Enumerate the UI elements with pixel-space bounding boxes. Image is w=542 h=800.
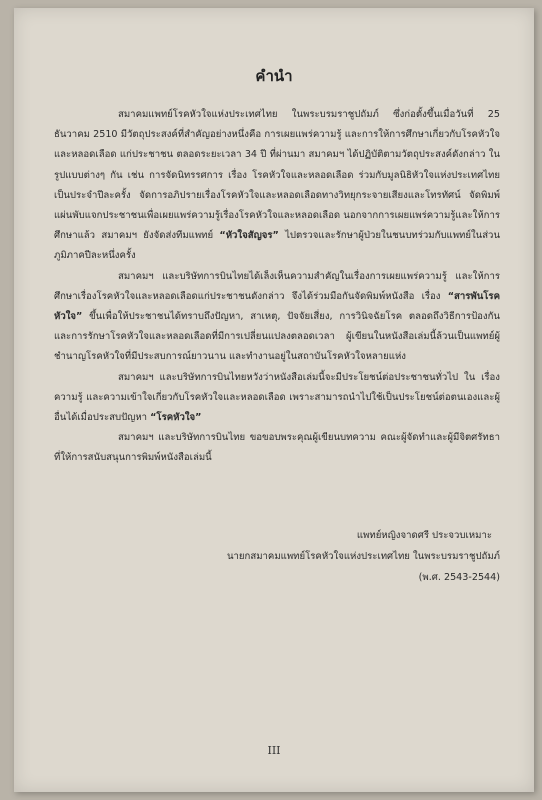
emphasis-text: “หัวใจสัญจร” xyxy=(219,230,279,242)
signatory-term: (พ.ศ. 2543-2544) xyxy=(418,572,500,583)
paragraph-text: สมาคมฯ และบริษัทการบินไทยหวังว่าหนังสือเล่มนี้จะมีประโยชน์ต่อประชาชนทั่วไป ใน เรื่องความรู้ และความเข้าใจเกี่ยวกับโรคหัวใจและหลอดเลือด เพราะสามารถนำไปใช้เป็นประโยชน์ต่อตนเองและผู้อื่นได้เมื่อประสบปัญหา xyxy=(54,371,500,424)
signatory-name: แพทย์หญิงจาดศรี ประจวบเหมาะ xyxy=(356,530,492,541)
paragraph-3 xyxy=(54,368,500,429)
signature-block xyxy=(227,525,500,588)
paragraph-2 xyxy=(54,267,500,368)
signatory-position: นายกสมาคมแพทย์โรคหัวใจแห่งประเทศไทย ในพระบรมราชูปถัมภ์ xyxy=(226,551,500,562)
emphasis-text: “สารพันโรคหัวใจ” xyxy=(54,290,500,323)
paragraph-4 xyxy=(54,428,500,468)
emphasis-text: “โรคหัวใจ” xyxy=(150,412,202,424)
page-title: คำนำ xyxy=(255,67,293,85)
preface-body xyxy=(54,105,500,469)
page-number: III xyxy=(267,744,281,757)
paragraph-text: ไปตรวจและรักษาผู้ป่วยในชนบทร่วมกับแพทย์ในส่วนภูมิภาคปีละหนึ่งครั้ง xyxy=(54,230,501,262)
paragraph-text: สมาคมแพทย์โรคหัวใจแห่งประเทศไทย ในพระบรมราชูปถัมภ์ ซึ่งก่อตั้งขึ้นเมื่อวันที่ 25 ธันวาคม 2510 มีวัตถุประสงค์ที่สำคัญอย่างหนึ่งคือ การเผยแพร่ความรู้ และการให้การศึกษาเกี่ยวกับโรคหัวใจและหลอดเลือด แก่ประชาชน ตลอดระยะเวลา 34 ปี ที่ผ่านมา สมาคมฯ ได้ปฏิบัติตามวัตถุประสงค์ดังกล่าว ในรูปแบบต่างๆ กัน เช่น การจัดนิทรรศการ เรื่อง โรคหัวใจและหลอดเลือด ร่วมกับมูลนิธิหัวใจแห่งประเทศไทย เป็นประจำปีละครั้ง จัดการอภิปรายเรื่องโรคหัวใจและหลอดเลือดทางวิทยุกระจายเสียงและโทรทัศน์ จัดพิมพ์แผ่นพับแจกประชาชนเพื่อเผยแพร่ความรู้เรื่องโรคหัวใจและหลอดเลือด นอกจากการเผยแพร่ความรู้และให้การศึกษาแล้ว สมาคมฯ ยังจัดส่งทีมแพทย์ xyxy=(54,109,500,242)
paragraph-text: สมาคมฯ และบริษัทการบินไทย ขอขอบพระคุณผู้เขียนบทความ คณะผู้จัดทำและผู้มีจิตศรัทธาที่ให้การสนับสนุนการพิมพ์หนังสือเล่มนี้ xyxy=(54,432,500,464)
paragraph-text: สมาคมฯ และบริษัทการบินไทยได้เล็งเห็นความสำคัญในเรื่องการเผยแพร่ความรู้ และให้การศึกษาเรื่องโรคหัวใจและหลอดเลือดแก่ประชาชนดังกล่าว จึงได้ร่วมมือกันจัดพิมพ์หนังสือ เรื่อง xyxy=(54,270,500,302)
paragraph-text: ขึ้นเพื่อให้ประชาชนได้ทราบถึงปัญหา, สาเหตุ, ปัจจัยเสี่ยง, การวินิจฉัยโรค ตลอดถึงวิธีการป้องกัน และการรักษาโรคหัวใจและหลอดเลือดที่มีการเปลี่ยนแปลงตลอดเวลา ผู้เขียนในหนังสือเล่มนี้ล้วนเป็นแพทย์ผู้ชำนาญโรคหัวใจที่มีประสบการณ์ยาวนาน และทำงานอยู่ในสถาบันโรคหัวใจหลายแห่ง xyxy=(54,311,500,363)
paragraph-1 xyxy=(54,105,500,267)
book-page xyxy=(14,8,534,792)
